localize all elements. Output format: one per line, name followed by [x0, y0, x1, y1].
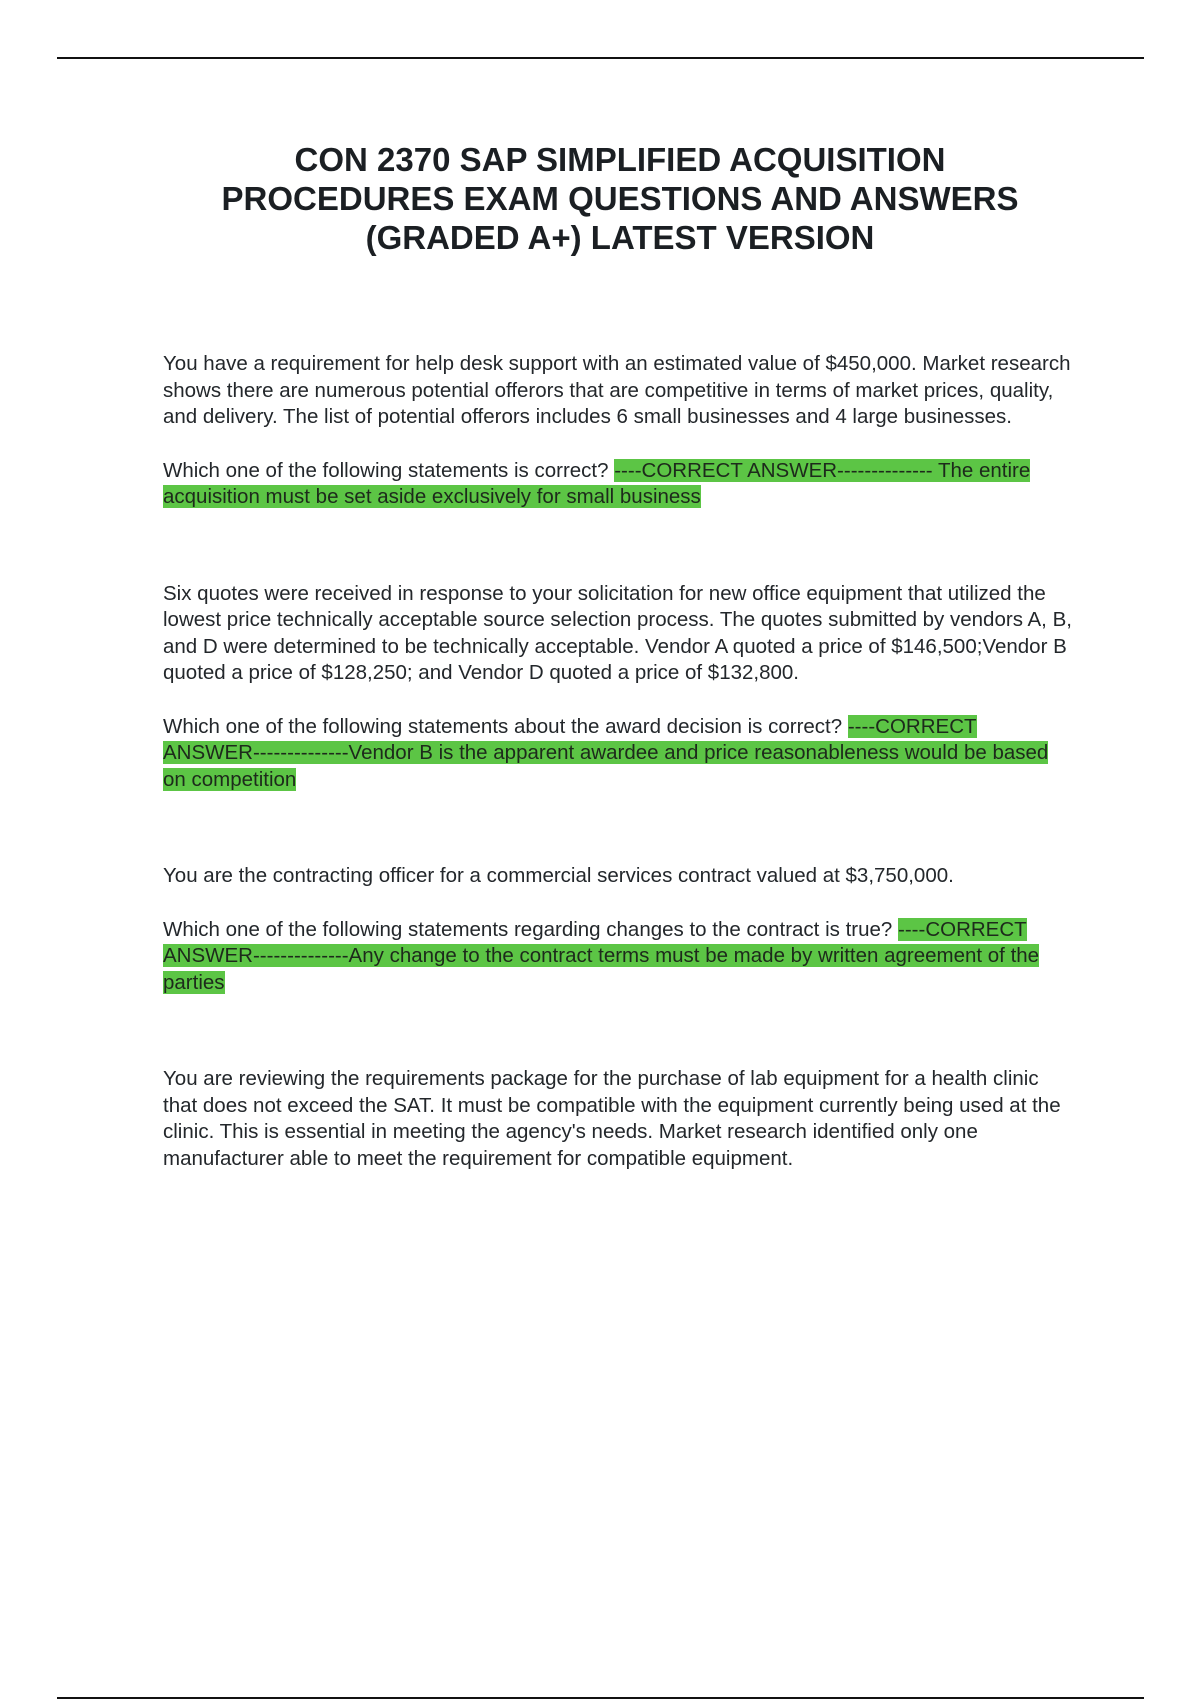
question-4 [163, 1066, 1073, 1172]
section-spacer [163, 996, 1073, 1066]
question-2-scenario: Six quotes were received in response to your solicitation for new office equipment that utilized the lowest price technically acceptable source selection process. The quotes submitted by vendors A, B, and D were determined to be technically acceptable. Vendor A quoted a price of $146,500;Vendor B quoted a price of $128,250; and Vendor D quoted a price of $132,800. [163, 581, 1072, 684]
title-line-1: CON 2370 SAP SIMPLIFIED ACQUISITION [294, 141, 946, 178]
question-2-prompt-answer [163, 714, 1073, 794]
question-4-scenario: You are reviewing the requirements package for the purchase of lab equipment for a health clinic that does not exceed the SAT. It must be compatible with the equipment currently being used at the clinic. This is essential in meeting the agency's needs. Market research identified only one manufacturer able to meet the requirement for compatible equipment. [163, 1067, 1061, 1170]
question-3-prompt: Which one of the following statements regarding changes to the contract is true? [163, 917, 893, 941]
question-3-answer-highlight: ----CORRECT ANSWER--------------Any change to the contract terms must be made by written agreement of the parties [163, 917, 1040, 994]
top-rule [57, 57, 1144, 59]
question-2 [163, 581, 1073, 794]
title-line-3: (GRADED A+) LATEST VERSION [365, 219, 875, 256]
section-spacer [163, 793, 1073, 863]
question-1-answer-highlight: ----CORRECT ANSWER-------------- The entire acquisition must be set aside exclusively for small business [163, 458, 1031, 508]
document-title [140, 140, 1100, 257]
question-3-prompt-answer [163, 917, 1073, 997]
question-3-scenario: You are the contracting officer for a commercial services contract valued at $3,750,000. [163, 864, 954, 887]
title-line-2: PROCEDURES EXAM QUESTIONS AND ANSWERS [221, 180, 1019, 217]
document-body [163, 351, 1073, 1172]
question-1-scenario: You have a requirement for help desk support with an estimated value of $450,000. Market research shows there are numerous potential offerors that are competitive in terms of market prices, quality, and delivery. The list of potential offerors includes 6 small businesses and 4 large businesses. [163, 352, 1071, 428]
question-3 [163, 863, 1073, 996]
question-2-answer-highlight: ----CORRECT ANSWER--------------Vendor B is the apparent awardee and price reasonableness would be based on competition [163, 714, 1049, 791]
question-1-prompt-answer [163, 458, 1073, 511]
section-spacer [163, 511, 1073, 581]
question-1 [163, 351, 1073, 511]
bottom-rule [57, 1697, 1144, 1699]
question-1-prompt: Which one of the following statements is correct? [163, 458, 609, 482]
question-2-prompt: Which one of the following statements about the award decision is correct? [163, 714, 843, 738]
